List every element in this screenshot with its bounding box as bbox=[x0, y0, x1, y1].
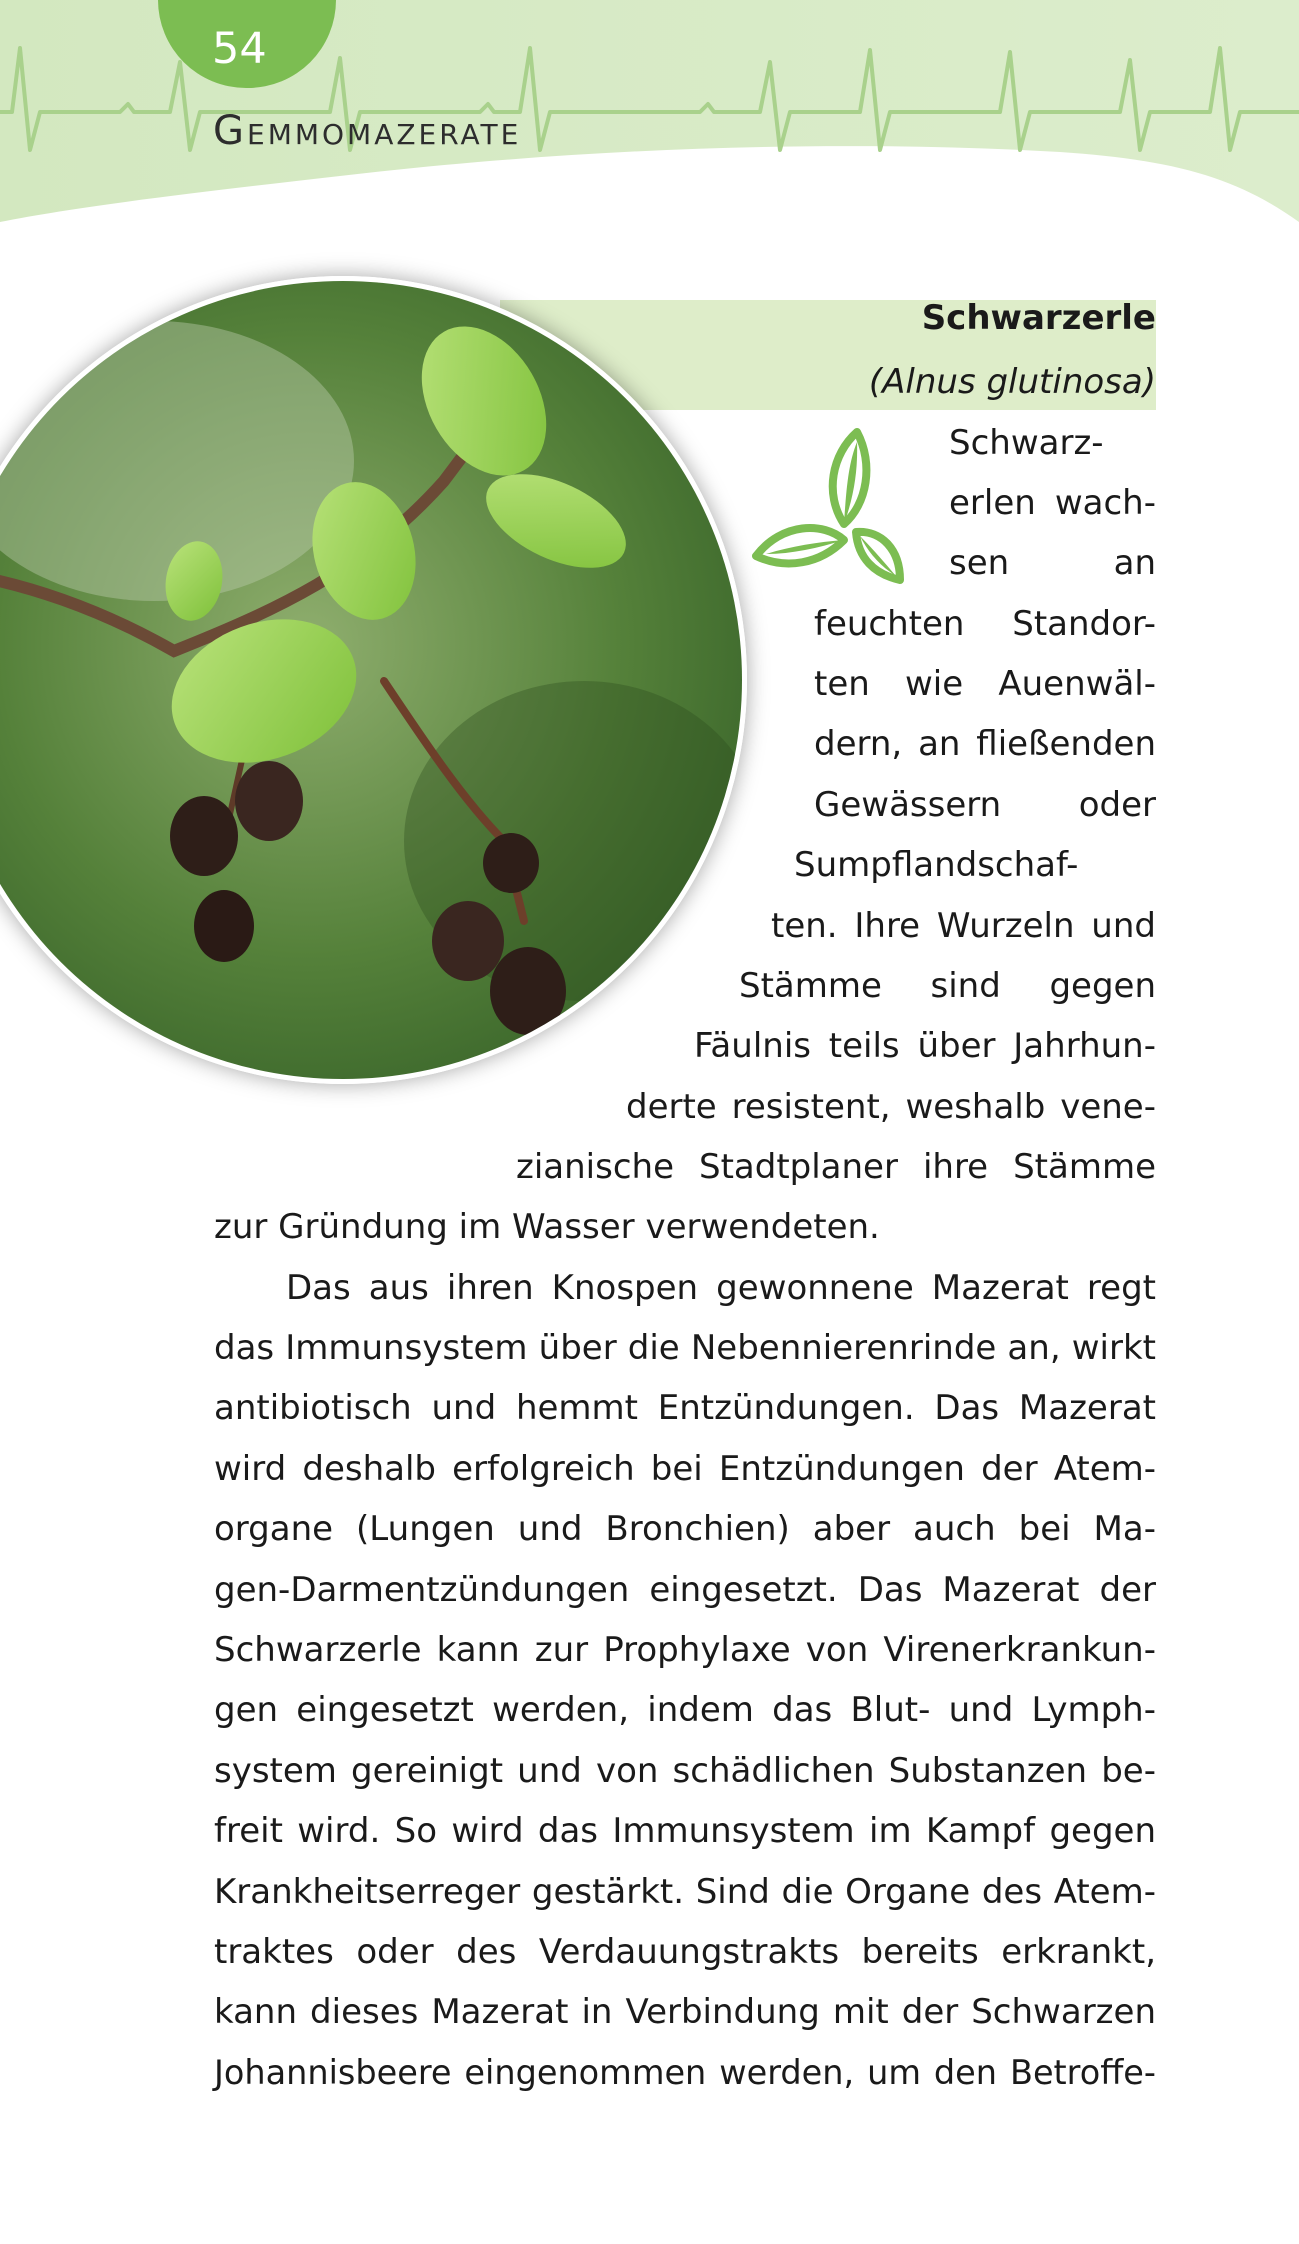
text-line-15: Das aus ihren Knospen gewonnene Mazerat regt bbox=[286, 1268, 1156, 1308]
text-line-8: Sumpflandschaf- bbox=[794, 845, 1079, 885]
text-line-2: erlen wach- bbox=[949, 483, 1156, 523]
text-line-7: Gewässern oder bbox=[814, 785, 1156, 825]
text-line-24: freit wird. So wird das Immunsystem im Kampf gegen bbox=[214, 1811, 1156, 1851]
text-line-13: zianische Stadtplaner ihre Stämme bbox=[516, 1147, 1156, 1187]
three-leaf-logo-icon bbox=[752, 424, 912, 584]
text-line-19: organe (Lungen und Bronchien) aber auch bei Ma- bbox=[214, 1509, 1156, 1549]
text-line-1: Schwarz- bbox=[949, 423, 1104, 463]
text-line-27: kann dieses Mazerat in Verbindung mit der Schwarzen bbox=[214, 1992, 1156, 2032]
page-number: 54 bbox=[212, 24, 267, 74]
text-line-23: system gereinigt und von schädlichen Substanzen be- bbox=[214, 1751, 1156, 1791]
text-line-20: gen-Darmentzündungen eingesetzt. Das Mazerat der bbox=[214, 1570, 1156, 1610]
text-line-17: antibiotisch und hemmt Entzündungen. Das Mazerat bbox=[214, 1388, 1156, 1428]
text-line-28: Johannisbeere eingenommen werden, um den Betroffe- bbox=[214, 2053, 1156, 2092]
text-line-21: Schwarzerle kann zur Prophylaxe von Virenerkrankun- bbox=[214, 1630, 1156, 1670]
text-line-6: dern, an fließenden bbox=[814, 724, 1156, 764]
text-line-9: ten. Ihre Wurzeln und bbox=[771, 906, 1156, 946]
text-line-14: zur Gründung im Wasser verwendeten. bbox=[214, 1207, 880, 1247]
section-title: Gemmomazerate bbox=[213, 108, 522, 154]
text-line-5: ten wie Auenwäl- bbox=[814, 664, 1156, 704]
text-line-10: Stämme sind gegen bbox=[739, 966, 1156, 1006]
text-line-18: wird deshalb erfolgreich bei Entzündungen der Atem- bbox=[214, 1449, 1156, 1489]
text-line-3: sen an bbox=[949, 543, 1156, 583]
text-line-12: derte resistent, weshalb vene- bbox=[626, 1087, 1156, 1127]
text-line-25: Krankheitserreger gestärkt. Sind die Organe des Atem- bbox=[214, 1872, 1156, 1912]
text-line-26: traktes oder des Verdauungstrakts bereits erkrankt, bbox=[214, 1932, 1156, 1972]
latin-name: (Alnus glutinosa) bbox=[868, 362, 1156, 402]
text-line-11: Fäulnis teils über Jahrhun- bbox=[694, 1026, 1156, 1066]
text-line-4: feuchten Standor- bbox=[814, 604, 1156, 644]
species-name: Schwarzerle bbox=[921, 298, 1156, 338]
text-line-22: gen eingesetzt werden, indem das Blut- und Lymph- bbox=[214, 1690, 1156, 1730]
text-line-16: das Immunsystem über die Nebennierenrinde an, wirkt bbox=[214, 1328, 1156, 1368]
